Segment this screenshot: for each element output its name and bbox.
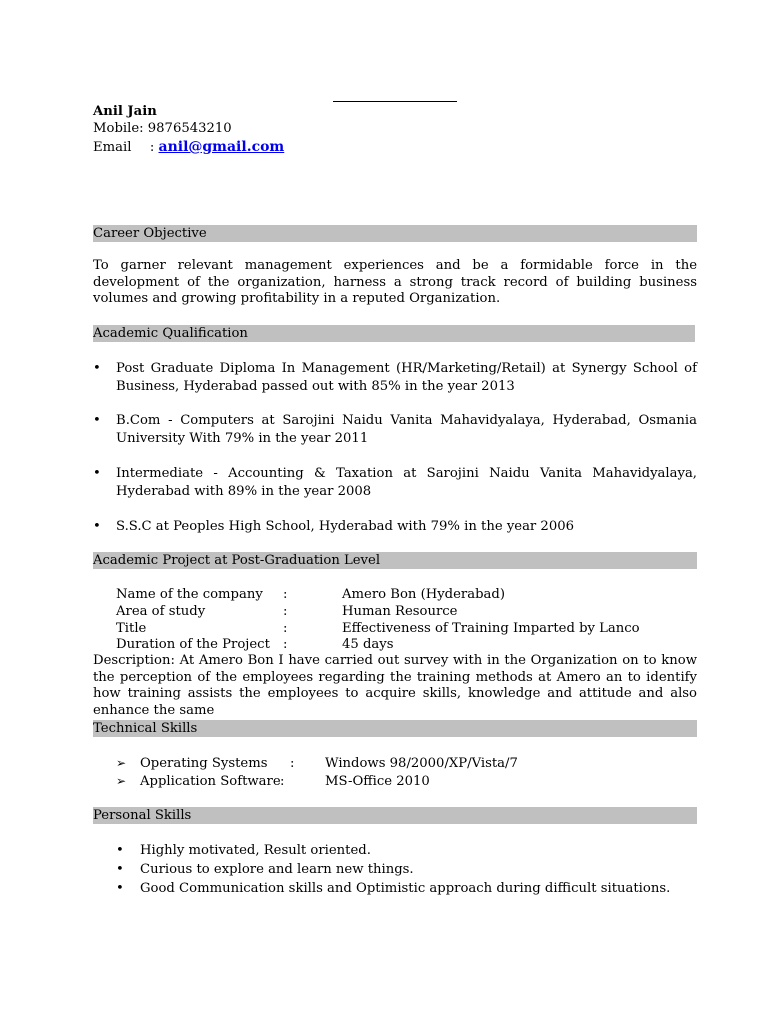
list-item-academic-intermediate (93, 465, 697, 500)
project-row-value: Amero Bon (Hyderabad) (342, 587, 505, 602)
project-row-separator: : (283, 621, 288, 636)
section-heading-technical-skills: Technical Skills (93, 720, 697, 737)
tech-row-value: Windows 98/2000/XP/Vista/7 (325, 756, 518, 771)
bullet-icon: • (93, 519, 101, 534)
career-objective-text: To garner relevant management experiences and be a formidable force in the development of the organization, harness a strong track record of building business volumes and growing profitability in a reputed Organization. (93, 258, 697, 307)
project-row-label: Title (116, 621, 147, 636)
bullet-icon: • (116, 881, 124, 896)
bullet-icon: • (93, 413, 101, 428)
email-separator: : (149, 140, 155, 155)
tech-row-separator: : (280, 774, 285, 789)
project-row-label: Name of the company (116, 587, 263, 602)
email-label: Email (93, 140, 132, 155)
project-row-value: Human Resource (342, 604, 458, 619)
project-row-label: Area of study (116, 604, 206, 619)
candidate-name: Anil Jain (93, 104, 157, 119)
list-item-academic-pgdm (93, 360, 697, 395)
list-item-academic-bcom (93, 412, 697, 447)
top-divider-line (333, 101, 457, 102)
personal-skill-text: Good Communication skills and Optimistic approach during difficult situations. (140, 881, 671, 896)
arrow-bullet-icon: ➢ (116, 756, 127, 770)
academic-item-text: Intermediate - Accounting & Taxation at Sarojini Naidu Vanita Mahavidyalaya, Hyderabad with 89% in the year 2008 (116, 466, 697, 499)
project-row-separator: : (283, 604, 288, 619)
academic-item-text: B.Com - Computers at Sarojini Naidu Vanita Mahavidyalaya, Hyderabad, Osmania University With 79% in the year 2011 (116, 413, 697, 446)
project-row-value: 45 days (342, 637, 394, 652)
section-heading-personal-skills: Personal Skills (93, 807, 697, 824)
tech-row-separator: : (290, 756, 295, 771)
arrow-bullet-icon: ➢ (116, 774, 127, 788)
project-row-label: Duration of the Project (116, 637, 270, 652)
personal-skill-text: Curious to explore and learn new things. (140, 862, 414, 877)
bullet-icon: • (93, 466, 101, 481)
email-line (93, 139, 284, 155)
bullet-icon: • (93, 361, 101, 376)
academic-item-text: S.S.C at Peoples High School, Hyderabad with 79% in the year 2006 (116, 519, 574, 534)
tech-row-label: Operating Systems (140, 756, 268, 771)
project-row-separator: : (283, 587, 288, 602)
mobile-line (93, 121, 232, 136)
project-row-separator: : (283, 637, 288, 652)
project-description: Description: At Amero Bon I have carried out survey with in the Organization on to know the perception of the employees regarding the training methods at Amero an to identify how training assists the employees to acquire skills, knowledge and attitude and also enhance the same (93, 653, 697, 718)
project-row-value: Effectiveness of Training Imparted by Lanco (342, 621, 640, 636)
bullet-icon: • (116, 862, 124, 877)
mobile-label: Mobile: (93, 121, 144, 136)
personal-skill-text: Highly motivated, Result oriented. (140, 843, 371, 858)
section-heading-academic-project: Academic Project at Post-Graduation Level (93, 552, 697, 569)
mobile-value: 9876543210 (147, 121, 232, 136)
tech-row-label: Application Software (140, 774, 281, 789)
email-link[interactable]: anil@gmail.com (158, 139, 285, 155)
tech-row-value: MS-Office 2010 (325, 774, 430, 789)
academic-item-text: Post Graduate Diploma In Management (HR/Marketing/Retail) at Synergy School of Business, Hyderabad passed out with 85% in the year 2013 (116, 361, 697, 394)
list-item-academic-ssc (93, 518, 697, 536)
section-heading-career-objective: Career Objective (93, 225, 697, 242)
bullet-icon: • (116, 843, 124, 858)
section-heading-academic-qualification: Academic Qualification (93, 325, 695, 342)
